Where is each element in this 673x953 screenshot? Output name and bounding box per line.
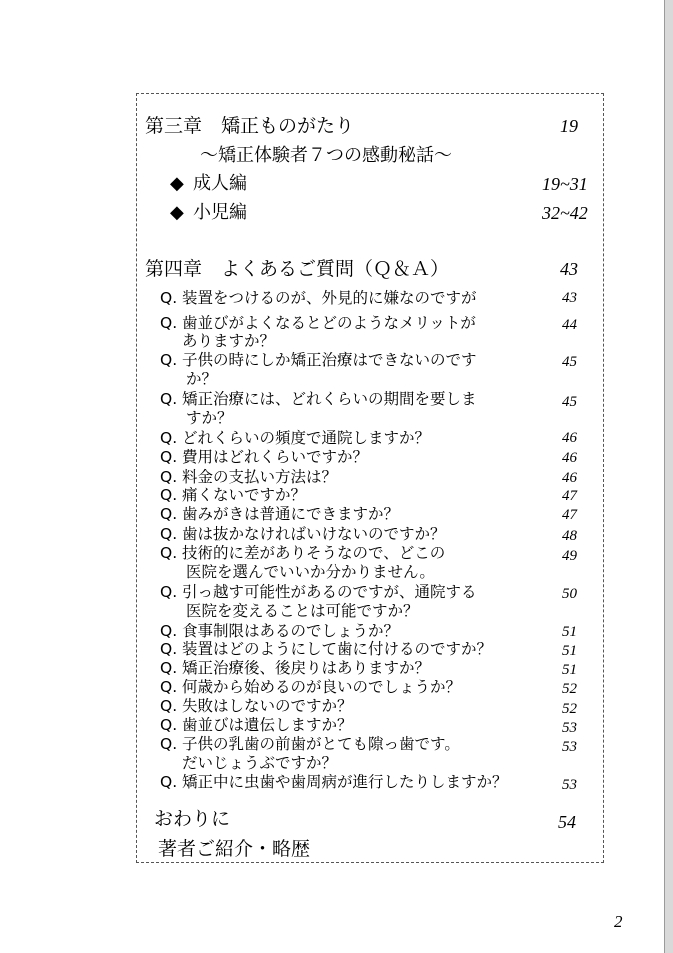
question-page: 52	[562, 681, 577, 697]
question-page: 45	[562, 394, 577, 410]
question-page: 52	[562, 701, 577, 717]
question-page: 53	[562, 739, 577, 755]
question-line: Q. 矯正治療後、後戻りはありますか？	[160, 659, 431, 677]
question-line: Q. 歯並びは遺伝しますか？	[160, 716, 353, 734]
chapter3-page: 19	[560, 116, 578, 136]
question-page: 46	[562, 430, 577, 446]
question-line: Q. 矯正治療には、どれくらいの期間を要しま	[160, 390, 477, 408]
question-page: 46	[562, 450, 577, 466]
question-line: Q. 食事制限はあるのでしょうか？	[160, 622, 400, 640]
question-line: Q. 歯みがきは普通にできますか？	[160, 505, 400, 523]
question-page: 53	[562, 720, 577, 736]
question-page: 46	[562, 470, 577, 486]
question-line: Q. 装置はどのようにして歯に付けるのですか？	[160, 640, 493, 658]
page-number: 2	[614, 912, 623, 931]
section-label-child: 小児編	[193, 202, 247, 223]
question-line: Q. どれくらいの頻度で通院しますか？	[160, 429, 431, 447]
question-page: 47	[562, 488, 577, 504]
question-page: 53	[562, 777, 577, 793]
question-line-cont: だいじょうぶですか？	[182, 754, 338, 772]
question-page: 51	[562, 624, 577, 640]
question-line: Q. 痛くないですか？	[160, 486, 307, 504]
question-line: Q. 装置をつけるのが、外見的に嫌なのですが	[160, 289, 477, 307]
question-line: Q. 引っ越す可能性があるのですが、通院する	[160, 583, 477, 601]
question-page: 47	[562, 507, 577, 523]
question-line: Q. 失敗はしないのですか？	[160, 697, 353, 715]
page-shadow	[665, 0, 673, 953]
question-page: 49	[562, 548, 577, 564]
question-line: Q. 料金の支払い方法は？	[160, 468, 338, 486]
question-page: 43	[562, 290, 577, 306]
section-bullet: ◆	[170, 202, 184, 223]
question-line: Q. 矯正中に虫歯や歯周病が進行したりしますか？	[160, 773, 508, 791]
question-page: 51	[562, 662, 577, 678]
author-label: 著者ご紹介・略歴	[158, 838, 311, 860]
question-page: 44	[562, 317, 577, 333]
closing-label: おわりに	[154, 808, 231, 830]
question-line: Q. 費用はどれくらいですか？	[160, 448, 369, 466]
question-line: Q. 子供の時にしか矯正治療はできないのです	[160, 351, 477, 369]
chapter3-title: 第三章 矯正ものがたり	[145, 115, 355, 137]
question-page: 48	[562, 528, 577, 544]
question-page: 45	[562, 354, 577, 370]
question-line-cont: 医院を変えることは可能ですか？	[186, 602, 419, 620]
question-line: Q. 技術的に差がありそうなので、どこの	[160, 544, 446, 562]
question-page: 50	[562, 586, 577, 602]
section-bullet: ◆	[170, 173, 184, 194]
question-page: 51	[562, 643, 577, 659]
chapter3-subtitle: ～矯正体験者７つの感動秘話～	[200, 145, 452, 166]
chapter4-page: 43	[560, 259, 578, 279]
section-label-adult: 成人編	[193, 173, 247, 194]
question-line: Q. 子供の乳歯の前歯がとても隙っ歯です。	[160, 735, 460, 753]
section-page-adult: 19~31	[542, 174, 588, 194]
question-line-cont: ありますか？	[182, 332, 276, 350]
question-line-cont: か？	[186, 370, 218, 388]
question-line-cont: 医院を選んでいいか分かりません。	[186, 563, 435, 581]
section-page-child: 32~42	[542, 203, 588, 223]
question-line: Q. 歯並びがよくなるとどのようなメリットが	[160, 314, 476, 332]
closing-page: 54	[558, 812, 576, 832]
question-line: Q. 何歳から始めるのが良いのでしょうか？	[160, 678, 462, 696]
question-line-cont: すか？	[186, 409, 233, 427]
chapter4-title: 第四章 よくあるご質問（Ｑ＆Ａ）	[145, 258, 450, 280]
question-line: Q. 歯は抜かなければいけないのですか？	[160, 525, 446, 543]
